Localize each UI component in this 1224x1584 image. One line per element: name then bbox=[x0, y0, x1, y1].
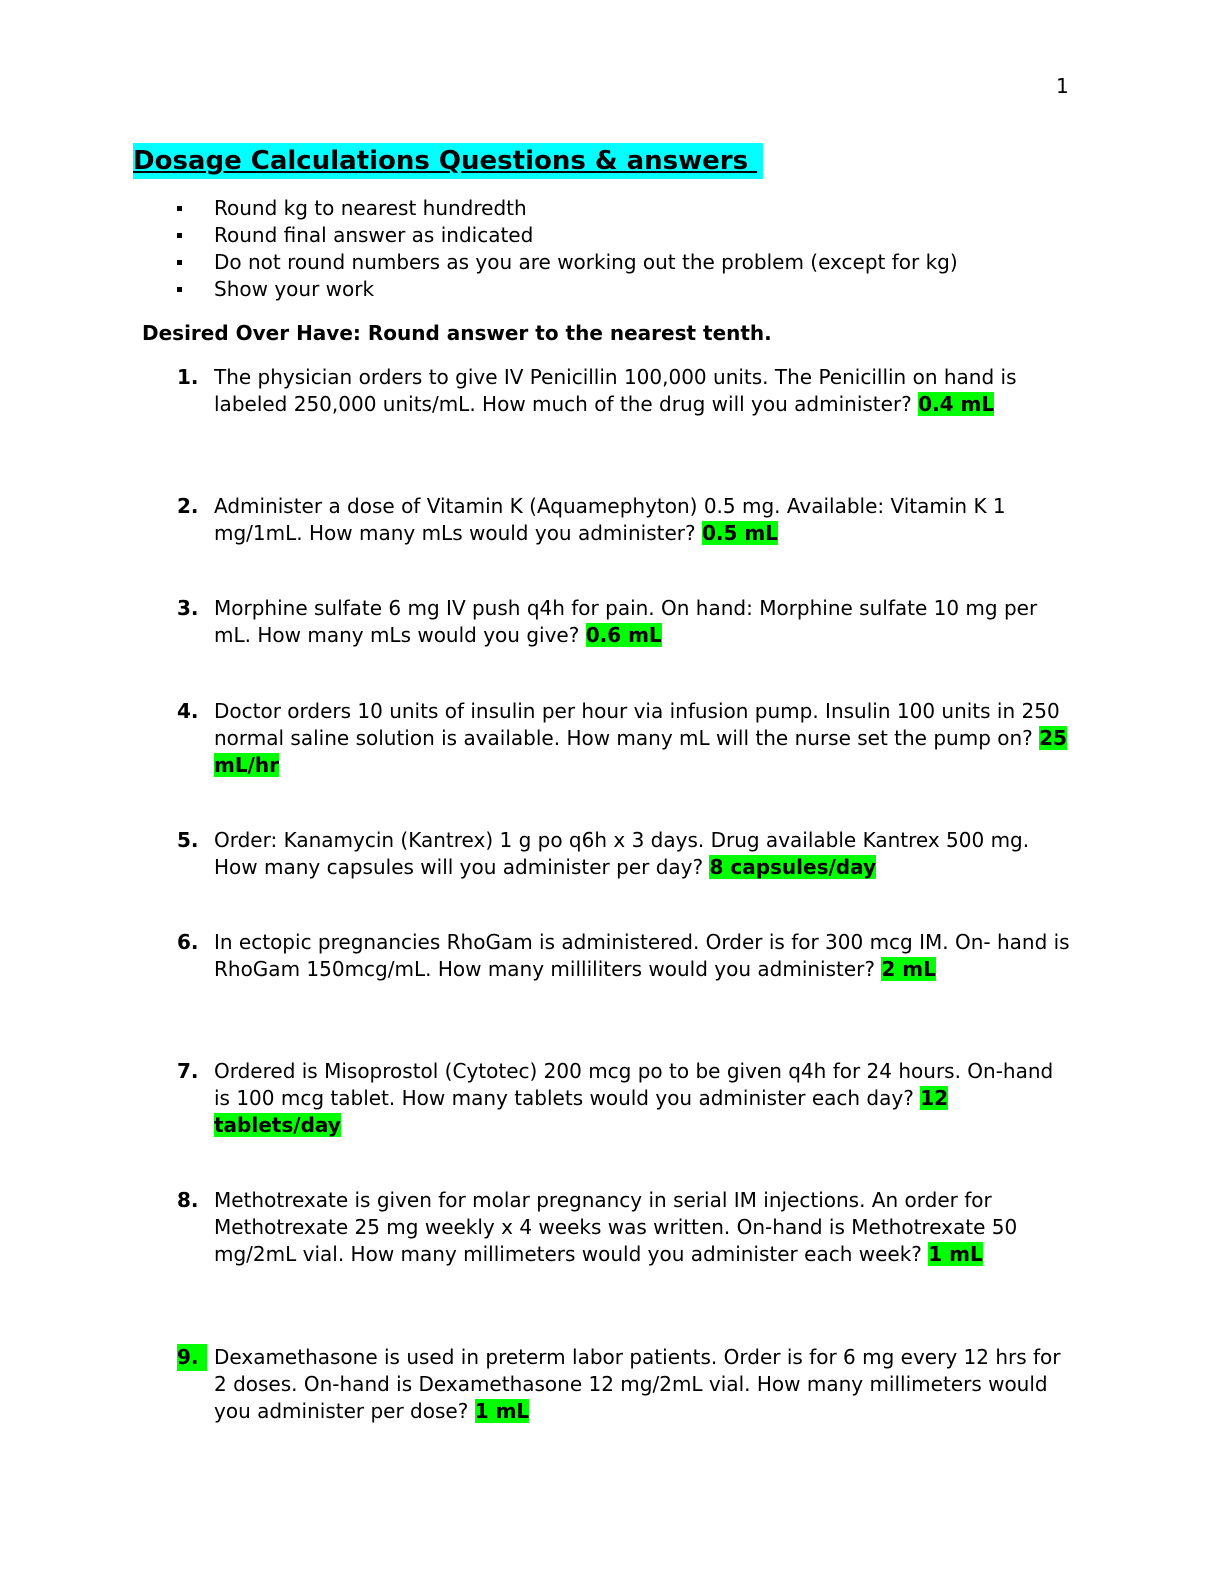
question-item bbox=[177, 364, 1072, 493]
rule-item bbox=[175, 249, 958, 276]
rules-list bbox=[175, 195, 958, 303]
square-bullet-icon bbox=[177, 233, 182, 238]
rule-item bbox=[175, 195, 958, 222]
question-text: Dexamethasone is used in preterm labor patients. Order is for 6 mg every 12 hrs for 2 doses. On-hand is Dexamethasone 12 mg/2mL vial. How many millimeters would you administer per dose? bbox=[214, 1345, 1061, 1423]
question-number: 1. bbox=[177, 365, 199, 389]
question-item bbox=[177, 929, 1072, 1058]
question-number: 4. bbox=[177, 699, 199, 723]
question-number: 6. bbox=[177, 930, 199, 954]
question-text: Order: Kanamycin (Kantrex) 1 g po q6h x 3 days. Drug available Kantrex 500 mg. How many capsules will you administer per day? bbox=[214, 828, 1030, 879]
question-text: Administer a dose of Vitamin K (Aquamephyton) 0.5 mg. Available: Vitamin K 1 mg/1mL. How many mLs would you administer? bbox=[214, 494, 1006, 545]
answer-highlight: 12 tablets/day bbox=[214, 1086, 949, 1137]
question-item bbox=[177, 1344, 1072, 1425]
question-list bbox=[177, 364, 1072, 1425]
question-item bbox=[177, 493, 1072, 595]
question-item bbox=[177, 698, 1072, 827]
question-text: Doctor orders 10 units of insulin per hour via infusion pump. Insulin 100 units in 250 normal saline solution is available. How many mL will the nurse set the pump on? bbox=[214, 699, 1060, 750]
rule-item bbox=[175, 222, 958, 249]
question-item bbox=[177, 595, 1072, 698]
question-number: 5. bbox=[177, 828, 199, 852]
answer-highlight: 0.5 mL bbox=[701, 521, 778, 545]
answer-highlight: 1 mL bbox=[474, 1399, 530, 1423]
rule-text: Do not round numbers as you are working out the problem (except for kg) bbox=[214, 250, 958, 274]
question-text: Ordered is Misoprostol (Cytotec) 200 mcg po to be given q4h for 24 hours. On-hand is 100 mcg tablet. How many tablets would you administer each day? bbox=[214, 1059, 1054, 1110]
question-number: 2. bbox=[177, 494, 199, 518]
answer-highlight: 0.4 mL bbox=[918, 392, 995, 416]
question-item bbox=[177, 1058, 1072, 1187]
square-bullet-icon bbox=[177, 206, 182, 211]
question-number: 3. bbox=[177, 596, 199, 620]
rule-item bbox=[175, 276, 958, 303]
answer-highlight: 1 mL bbox=[928, 1242, 983, 1266]
question-item bbox=[177, 1187, 1072, 1344]
question-text: In ectopic pregnancies RhoGam is administered. Order is for 300 mcg IM. On- hand is RhoGam 150mcg/mL. How many milliliters would you administer? bbox=[214, 930, 1070, 981]
question-item bbox=[177, 827, 1072, 929]
question-text: The physician orders to give IV Penicillin 100,000 units. The Penicillin on hand is labeled 250,000 units/mL. How much of the drug will you administer? bbox=[214, 365, 1017, 416]
question-text: Methotrexate is given for molar pregnancy in serial IM injections. An order for Methotrexate 25 mg weekly x 4 weeks was written. On-hand is Methotrexate 50 mg/2mL vial. How many millimeters would you administer each week? bbox=[214, 1188, 1018, 1266]
answer-highlight: 2 mL bbox=[881, 957, 936, 981]
question-number: 9. bbox=[177, 1344, 207, 1371]
page-number: 1 bbox=[1056, 74, 1069, 98]
document-title: Dosage Calculations Questions & answers bbox=[133, 143, 763, 179]
answer-highlight: 8 capsules/day bbox=[709, 855, 877, 879]
rule-text: Round final answer as indicated bbox=[214, 223, 534, 247]
question-text: Morphine sulfate 6 mg IV push q4h for pain. On hand: Morphine sulfate 10 mg per mL. How many mLs would you give? bbox=[214, 596, 1038, 647]
square-bullet-icon bbox=[177, 260, 182, 265]
section-heading: Desired Over Have: Round answer to the nearest tenth. bbox=[142, 321, 772, 345]
question-number: 8. bbox=[177, 1188, 199, 1212]
question-number: 7. bbox=[177, 1059, 199, 1083]
answer-highlight: 0.6 mL bbox=[585, 623, 662, 647]
answer-highlight: 25 mL/hr bbox=[214, 726, 1067, 777]
square-bullet-icon bbox=[177, 287, 182, 292]
rule-text: Round kg to nearest hundredth bbox=[214, 196, 527, 220]
rule-text: Show your work bbox=[214, 277, 375, 301]
